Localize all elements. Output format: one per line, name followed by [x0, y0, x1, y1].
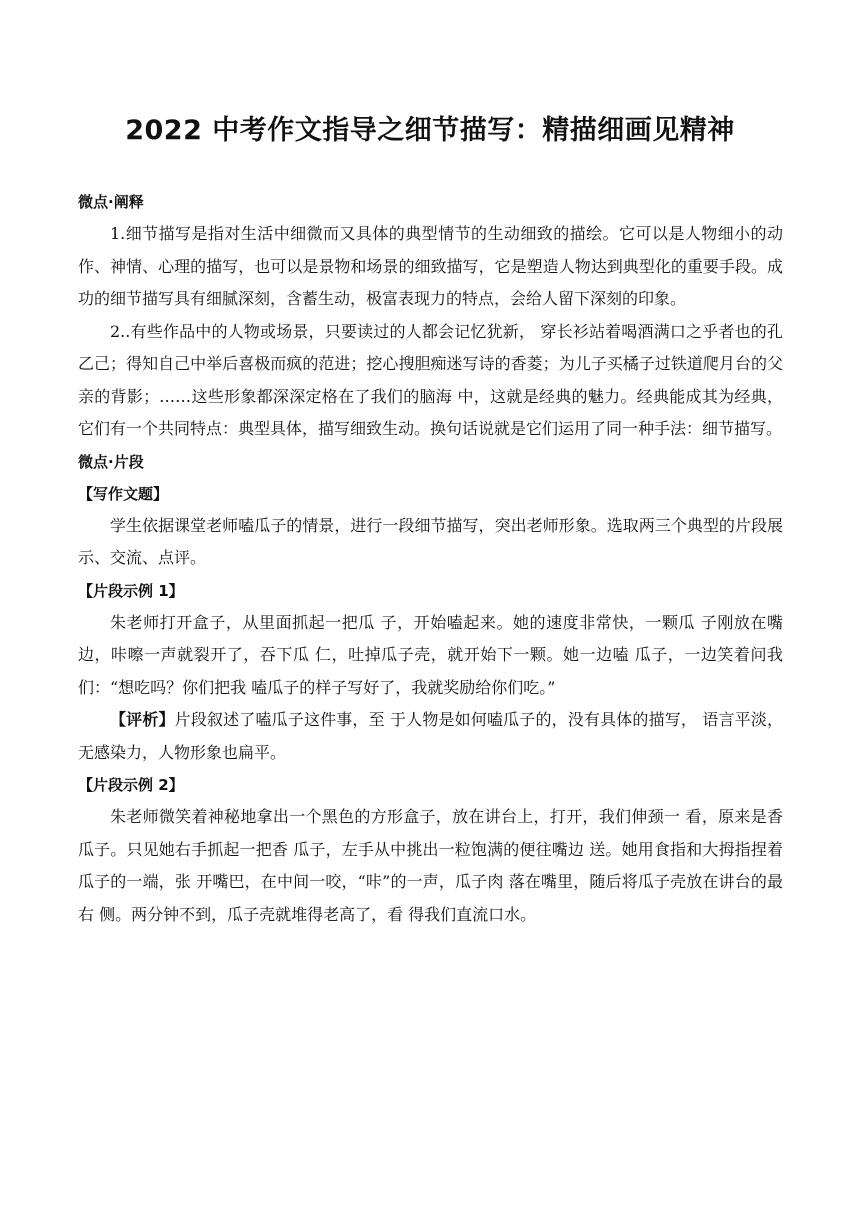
paragraph-2: 2..有些作品中的人物或场景，只要读过的人都会记忆犹新， 穿长衫站着喝酒满口之乎者也的孔乙己；得知自己中举后喜极而疯的范进；挖心搜胆痴迷写诗的香菱；为儿子买橘子过铁道爬月台的父亲的背影；……这些形象都深深定格在了我们的脑海 中，这就是经典的魅力。经典能成其为经典，它们有一个共同特点：典型具体，描写细致生动。换句话说就是它们运用了同一种手法：细节描写。 — [78, 321, 783, 438]
section-heading-explanation: 微点·阐释 — [78, 193, 144, 211]
example-2-paragraph: 朱老师微笑着神秘地拿出一个黑色的方形盒子，放在讲台上，打开，我们伸颈一 看，原来是香瓜子。只见她右手抓起一把香 瓜子，左手从中挑出一粒饱满的便往嘴边 送。她用食指和大拇指捏着瓜子的一端，张 开嘴巴，在中间一咬，“咔”的一声，瓜子肉 落在嘴里，随后将瓜子壳放在讲台的最右 侧。两分钟不到，瓜子壳就堆得老高了，看 得我们直流口水。 — [78, 807, 783, 924]
evaluation-label: 【评析】 — [110, 710, 175, 729]
page-title: 2022 中考作文指导之细节描写：精描细画见精神 — [125, 115, 735, 146]
topic-paragraph: 学生依据课堂老师嗑瓜子的情景，进行一段细节描写，突出老师形象。选取两三个典型的片段展示、交流、点评。 — [78, 515, 783, 567]
example-2-heading: 【片段示例 2】 — [78, 776, 184, 794]
evaluation-paragraph — [78, 704, 783, 769]
evaluation-text: 片段叙述了嗑瓜子这件事，至 于人物是如何嗑瓜子的，没有具体的描写， 语言平淡，无感染力，人物形象也扁平。 — [78, 710, 783, 762]
paragraph-1: 1.细节描写是指对生活中细微而又具体的典型情节的生动细致的描绘。它可以是人物细小的动作、神情、心理的描写，也可以是景物和场景的细致描写，它是塑造人物达到典型化的重要手段。成功的细节描写具有细腻深刻，含蓄生动，极富表现力的特点，会给人留下深刻的印象。 — [78, 224, 783, 308]
topic-heading: 【写作文题】 — [78, 484, 169, 503]
document-body — [78, 186, 783, 931]
example-1-heading: 【片段示例 1】 — [78, 581, 184, 600]
example-1-paragraph: 朱老师打开盒子，从里面抓起一把瓜 子，开始嗑起来。她的速度非常快，一颗瓜 子刚放在嘴边，咔嚓一声就裂开了，吞下瓜 仁，吐掉瓜子壳，就开始下一颗。她一边嗑 瓜子，一边笑着问我们：“想吃吗？你们把我 嗑瓜子的样子写好了，我就奖励给你们吃。” — [78, 612, 783, 697]
section-heading-fragment: 微点·片段 — [78, 452, 144, 471]
